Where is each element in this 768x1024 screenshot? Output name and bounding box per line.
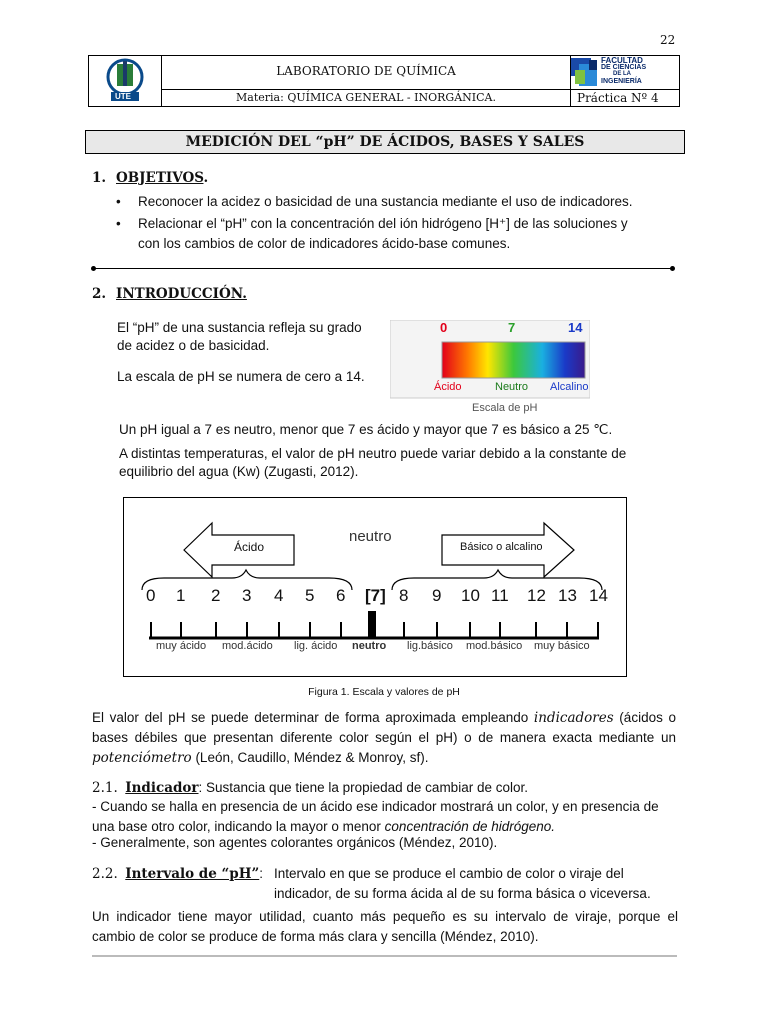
- section1-heading-suffix: .: [203, 170, 209, 186]
- para3-indicadores: indicadores: [533, 710, 614, 726]
- intro-line-3: La escala de pH se numera de cero a 14.: [117, 369, 365, 384]
- ph-number-11: 11: [491, 586, 509, 605]
- ph-zone-2: lig. ácido: [294, 640, 338, 652]
- ph-number-7: [7]: [365, 586, 386, 605]
- ph-zone-0: muy ácido: [156, 640, 207, 652]
- ph-number-13: 13: [558, 586, 577, 605]
- ph-zone-5: mod.básico: [466, 640, 523, 652]
- para-neutral: Un pH igual a 7 es neutro, menor que 7 es ácido y mayor que 7 es básico a 25 ℃.: [119, 422, 613, 437]
- facultad-logo-cell: [571, 56, 679, 90]
- bullet-icon: •: [116, 194, 121, 209]
- ph-number-8: 8: [399, 586, 409, 605]
- section-divider: [93, 268, 673, 269]
- sub21-line2b: concentración de hidrógeno.: [384, 819, 556, 834]
- figure-1-caption: Figura 1. Escala y valores de pH: [308, 686, 460, 698]
- header-table: [88, 55, 680, 107]
- para3-potenciometro: potenciómetro: [92, 750, 192, 766]
- ph-number-4: 4: [274, 586, 284, 605]
- objective-2: [116, 214, 678, 234]
- acid-label: Ácido: [234, 540, 265, 554]
- ph-zone-6: muy básico: [534, 640, 590, 652]
- ph-number-1: 1: [176, 586, 186, 605]
- sub21-number: 2.1.: [92, 780, 118, 796]
- ph-number-0: 0: [146, 586, 156, 605]
- ph-scale-image: [390, 320, 590, 418]
- lab-title: LABORATORIO DE QUÍMICA: [162, 56, 571, 90]
- ph-number-6: 6: [336, 586, 346, 605]
- ph-number-2: 2: [211, 586, 221, 605]
- objective-1-text: Reconocer la acidez o basicidad de una sustancia mediante el uso de indicadores.: [138, 194, 633, 209]
- ph-num-0: 0: [440, 320, 448, 335]
- section2-heading: [116, 286, 247, 302]
- page-title: MEDICIÓN DEL “pH” DE ÁCIDOS, BASES Y SALES: [85, 130, 685, 154]
- sub22-colon: :: [259, 866, 263, 881]
- para-indicators: [92, 708, 676, 768]
- sub21-line2a: - Cuando se halla en presencia de un ácido ese indicador mostrará un color, y en presencia de una base otro color, indicando la mayor o menor: [92, 799, 659, 834]
- materia: Materia: QUÍMICA GENERAL - INORGÁNICA.: [162, 90, 571, 106]
- facultad-line-2: DE CIENCIAS: [601, 64, 647, 71]
- sub21-line2: [92, 797, 678, 837]
- page-number: 22: [660, 33, 676, 47]
- ute-logo-cell: [89, 56, 162, 106]
- ute-logo-text: UTE: [115, 92, 131, 101]
- ph-num-14: 14: [568, 320, 583, 335]
- facultad-line-3: DE LA: [613, 71, 631, 77]
- intro-line-1: El “pH” de una sustancia refleja su grado: [117, 320, 362, 335]
- sub22-text-2: indicador, de su forma ácida al de su forma básica o viceversa.: [274, 886, 651, 901]
- section1-number: 1.: [92, 170, 107, 186]
- facultad-line-4: INGENIERÍA: [601, 78, 642, 85]
- ph-zone-4: lig.básico: [407, 640, 453, 652]
- sub-21: [92, 778, 682, 798]
- sub21-line3: - Generalmente, son agentes colorantes orgánicos (Méndez, 2010).: [92, 835, 498, 850]
- sub21-heading: Indicador: [125, 780, 199, 796]
- ph-number-3: 3: [242, 586, 252, 605]
- facultad-line-1: FACULTAD: [601, 56, 643, 65]
- objective-2-cont: con los cambios de color de indicadores ácido-base comunes.: [138, 236, 511, 251]
- ph-lbl-neutro: Neutro: [495, 381, 529, 393]
- ph-lbl-acido: Ácido: [434, 381, 462, 393]
- ph-number-12: 12: [527, 586, 546, 605]
- ph-zone-3: neutro: [352, 640, 387, 652]
- para3-e: (León, Caudillo, Méndez & Monroy, sf).: [191, 750, 429, 765]
- ph-lbl-alcalino: Alcalino: [550, 381, 589, 393]
- intro-line-2: de acidez o de basicidad.: [117, 338, 270, 353]
- para-temp-2: equilibrio del agua (Kw) (Zugasti, 2012).: [119, 464, 359, 479]
- ph-number-14: 14: [589, 586, 608, 605]
- bottom-rule: [92, 955, 677, 957]
- objective-1: [116, 192, 678, 212]
- sub21-text: : Sustancia que tiene la propiedad de cambiar de color.: [198, 780, 528, 795]
- basic-label: Básico o alcalino: [460, 541, 543, 553]
- section2-number: 2.: [92, 286, 107, 302]
- ph-scale-caption: Escala de pH: [472, 402, 538, 414]
- ph-number-9: 9: [432, 586, 442, 605]
- para-temp-1: A distintas temperaturas, el valor de pH neutro puede variar debido a la constante de: [119, 446, 627, 461]
- figure-1: [123, 497, 627, 677]
- section1-heading-text: OBJETIVOS: [116, 170, 204, 186]
- ph-zone-1: mod.ácido: [222, 640, 273, 652]
- neutral-label: neutro: [349, 528, 392, 545]
- para3-a: El valor del pH se puede determinar de forma aproximada empleando: [92, 710, 534, 725]
- objective-2-text: Relacionar el “pH” con la concentración del ión hidrógeno [H⁺] de las soluciones y: [138, 216, 628, 231]
- sub22-text-1: Intervalo en que se produce el cambio de color o viraje del: [274, 866, 624, 881]
- sub22-heading: Intervalo de “pH”: [125, 866, 260, 882]
- ph-num-7: 7: [508, 320, 516, 335]
- sub22-number: 2.2.: [92, 866, 118, 882]
- ph-number-5: 5: [305, 586, 315, 605]
- para-interval-utility: Un indicador tiene mayor utilidad, cuanto más pequeño es su intervalo de viraje, porque el cambio de color se produce de forma más clara y sencilla (Méndez, 2010).: [92, 909, 678, 944]
- sub-22-label: [92, 864, 263, 884]
- para3-c: (ácidos o bases débiles que presentan diferente color según el pH) o de manera exacta mediante un: [92, 710, 676, 745]
- bullet-icon: •: [116, 216, 121, 231]
- practica-number: Práctica Nº 4: [577, 91, 659, 105]
- section1-heading: [116, 170, 208, 186]
- section2-heading-text: INTRODUCCIÓN.: [116, 286, 247, 302]
- ph-number-10: 10: [461, 586, 480, 605]
